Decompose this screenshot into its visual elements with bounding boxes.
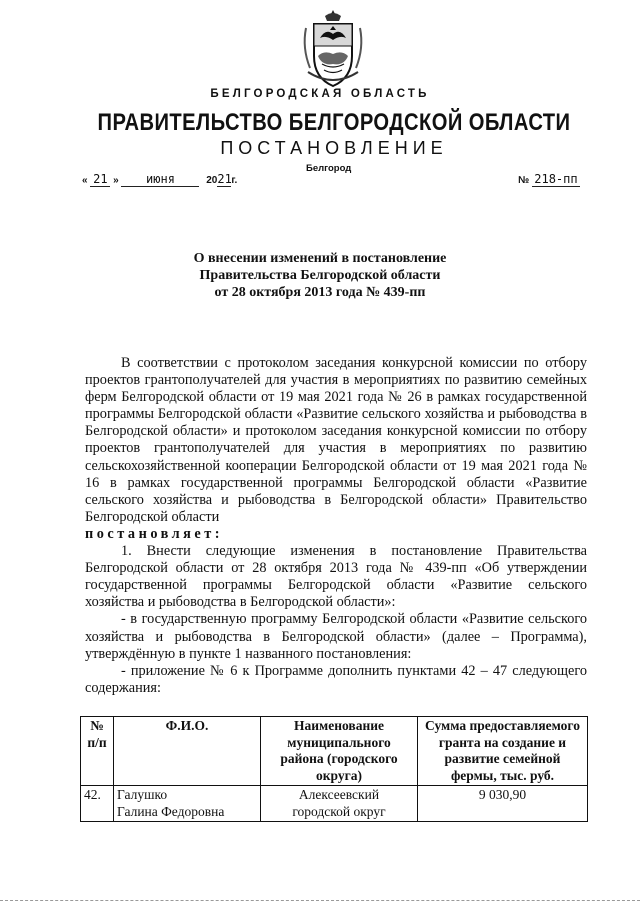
resolves-heading: постановляет: xyxy=(85,525,224,542)
date-year-unit: г. xyxy=(231,175,238,186)
document-title xyxy=(120,250,520,301)
date-month: июня xyxy=(121,172,199,187)
table-header-row xyxy=(81,717,588,786)
number-prefix: № xyxy=(518,175,530,186)
city-label: Белгород xyxy=(306,163,352,174)
decree-number xyxy=(518,172,580,187)
row-fio xyxy=(114,786,261,822)
header-fio: Ф.И.О. xyxy=(114,717,261,786)
grant-table xyxy=(80,716,588,822)
header-amount: Сумма предоставляемого гранта на создание и развитие семейной фермы, тыс. руб. xyxy=(418,717,588,786)
header-district: Наименование муниципального района (городского округа) xyxy=(261,717,418,786)
decree-date xyxy=(82,172,237,187)
number-value: 218-пп xyxy=(532,172,580,187)
table-row xyxy=(81,786,588,822)
coat-of-arms-emblem xyxy=(300,8,366,90)
row-fio-line-2: Галина Федоровна xyxy=(117,803,225,819)
date-year-suffix: 21 xyxy=(217,172,232,186)
preamble-paragraph: В соответствии с протоколом заседания конкурсной комиссии по отбору проектов грантополучателей для участия в мероприятиях по развитию семейных ферм Белгородской области от 19 мая 2021 года № 26 в рамках государственной программы Белгородской области «Развитие сельского хозяйства и рыбоводства в Белгородской области» и протоколом заседания конкурсной комиссии по отбору проектов грантополучателей для участия в мероприятиях по развитию сельскохозяйственной кооперации Белгородской области от 19 мая 2021 года № 16 в рамках государственной программы Белгородской области «Развитие сельского хозяйства и рыбоводства в Белгородской области» Правительство Белгородской области xyxy=(85,355,587,525)
decree-type-heading: ПОСТАНОВЛЕНИЕ xyxy=(220,138,448,158)
title-line-1: О внесении изменений в постановление xyxy=(193,251,447,266)
page-edge-divider xyxy=(0,900,640,901)
header-num: № п/п xyxy=(81,717,114,786)
item-2-paragraph: - в государственную программу Белгородской области «Развитие сельского хозяйства и рыбоводства в Белгородской области» (далее – Программа), утверждённую в пункте 1 названного постановления: xyxy=(85,611,587,662)
date-day: 21 xyxy=(90,172,110,187)
date-close-quote: » xyxy=(113,175,119,186)
date-year-prefix: 20 xyxy=(206,175,218,186)
document-body xyxy=(85,355,587,697)
row-amount: 9 030,90 xyxy=(418,786,588,822)
date-open-quote: « xyxy=(82,175,88,186)
row-district-line-1: Алексеевский xyxy=(298,787,380,802)
title-line-3: от 28 октября 2013 года № 439-пп xyxy=(214,285,426,300)
row-district-line-2: городской округ xyxy=(292,803,386,819)
item-1-paragraph: 1. Внести следующие изменения в постановление Правительства Белгородской области от 28 октября 2013 года № 439-пп «Об утверждении государственной программы Белгородской области «Развитие сельского хозяйства и рыбоводства в Белгородской области»: xyxy=(85,543,587,611)
title-line-2: Правительства Белгородской области xyxy=(199,268,441,283)
row-district xyxy=(261,786,418,822)
region-heading: БЕЛГОРОДСКАЯ ОБЛАСТЬ xyxy=(210,88,430,100)
item-3-paragraph: - приложение № 6 к Программе дополнить пунктами 42 – 47 следующего содержания: xyxy=(85,662,587,696)
row-num: 42. xyxy=(81,786,114,822)
row-fio-line-1: Галушко xyxy=(117,787,168,802)
government-heading: ПРАВИТЕЛЬСТВО БЕЛГОРОДСКОЙ ОБЛАСТИ xyxy=(97,109,571,136)
